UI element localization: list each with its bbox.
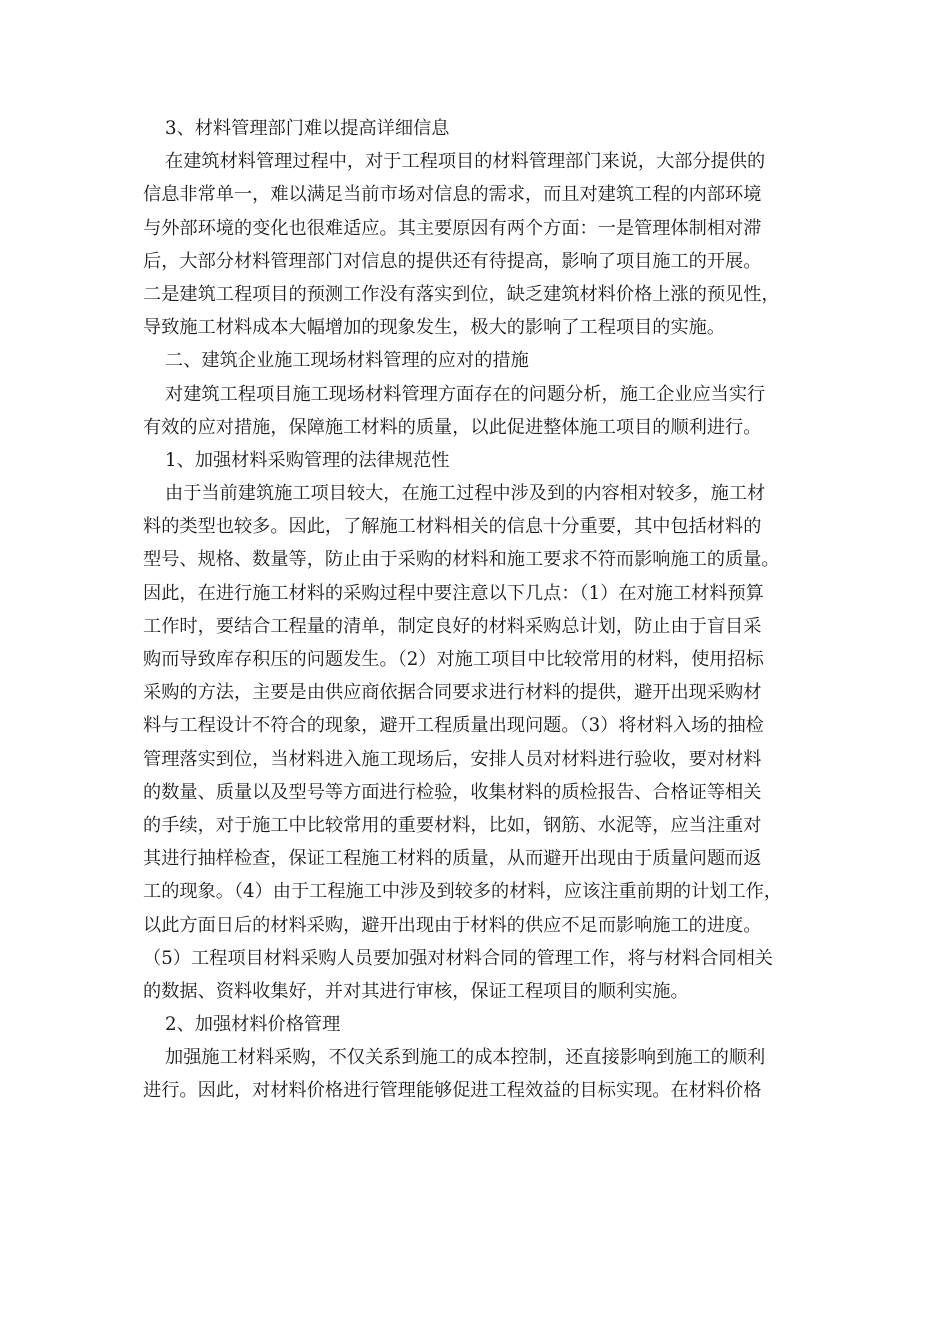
paragraph-line: 由于当前建筑施工项目较大，在施工过程中涉及到的内容相对较多，施工材 — [165, 483, 766, 505]
paragraph-line: 管理落实到位，当材料进入施工现场后，安排人员对材料进行验收，要对材料 — [143, 748, 762, 770]
paragraph-line: 加强施工材料采购，不仅关系到施工的成本控制，还直接影响到施工的顺利 — [165, 1047, 766, 1069]
paragraph-line: 料与工程设计不符合的现象，避开工程质量出现问题。（3）将材料入场的抽检 — [143, 715, 764, 737]
paragraph-line: 导致施工材料成本大幅增加的现象发生，极大的影响了工程项目的实施。 — [143, 317, 726, 339]
paragraph-line: 采购的方法，主要是由供应商依据合同要求进行材料的提供，避开出现采购材 — [143, 682, 762, 704]
paragraph-line: 的数据、资料收集好，并对其进行审核，保证工程项目的顺利实施。 — [143, 980, 689, 1002]
paragraph-line: 以此方面日后的材料采购，避开出现由于材料的供应不足而影响施工的进度。 — [143, 914, 762, 936]
paragraph-line: 与外部环境的变化也很难适应。其主要原因有两个方面：一是管理体制相对滞 — [143, 217, 762, 239]
paragraph-line: 其进行抽样检查，保证工程施工材料的质量，从而避开出现由于质量问题而返 — [143, 848, 762, 870]
paragraph-line: 在建筑材料管理过程中，对于工程项目的材料管理部门来说，大部分提供的 — [165, 151, 766, 173]
paragraph-line: 料的类型也较多。因此，了解施工材料相关的信息十分重要，其中包括材料的 — [143, 516, 762, 538]
paragraph-line: 的数量、质量以及型号等方面进行检验，收集材料的质检报告、合格证等相关 — [143, 781, 762, 803]
paragraph-line: 二是建筑工程项目的预测工作没有落实到位，缺乏建筑材料价格上涨的预见性， — [143, 283, 780, 305]
paragraph-line: 工作时，要结合工程量的清单，制定良好的材料采购总计划，防止由于盲目采 — [143, 615, 762, 637]
paragraph-line: 的手续，对于施工中比较常用的重要材料，比如，钢筋、水泥等，应当注重对 — [143, 814, 762, 836]
paragraph-line: 信息非常单一，难以满足当前市场对信息的需求，而且对建筑工程的内部环境 — [143, 184, 762, 206]
subheading-material-info: 3、材料管理部门难以提高详细信息 — [165, 118, 450, 139]
paragraph-line: 进行。因此，对材料价格进行管理能够促进工程效益的目标实现。在材料价格 — [143, 1080, 762, 1102]
subheading-price: 2、加强材料价格管理 — [165, 1014, 341, 1036]
paragraph-line: 购而导致库存积压的问题发生。（2）对施工项目中比较常用的材料，使用招标 — [143, 649, 764, 670]
section-heading-measures: 二、建筑企业施工现场材料管理的应对的措施 — [165, 350, 529, 372]
paragraph-line: （5）工程项目材料采购人员要加强对材料合同的管理工作，将与材料合同相关 — [143, 947, 773, 969]
paragraph-line: 有效的应对措施，保障施工材料的质量，以此促进整体施工项目的顺利进行。 — [143, 416, 762, 438]
subheading-procurement: 1、加强材料采购管理的法律规范性 — [165, 449, 450, 471]
document-body — [143, 112, 803, 1108]
paragraph-line: 工的现象。（4）由于工程施工中涉及到较多的材料，应该注重前期的计划工作， — [143, 881, 783, 903]
paragraph-line: 型号、规格、数量等，防止由于采购的材料和施工要求不符而影响施工的质量。 — [143, 549, 780, 571]
paragraph-line: 后，大部分材料管理部门对信息的提供还有待提高，影响了项目施工的开展。 — [143, 250, 762, 272]
paragraph-line: 对建筑工程项目施工现场材料管理方面存在的问题分析，施工企业应当实行 — [165, 383, 766, 405]
paragraph-line: 因此，在进行施工材料的采购过程中要注意以下几点：（1）在对施工材料预算 — [143, 582, 764, 604]
